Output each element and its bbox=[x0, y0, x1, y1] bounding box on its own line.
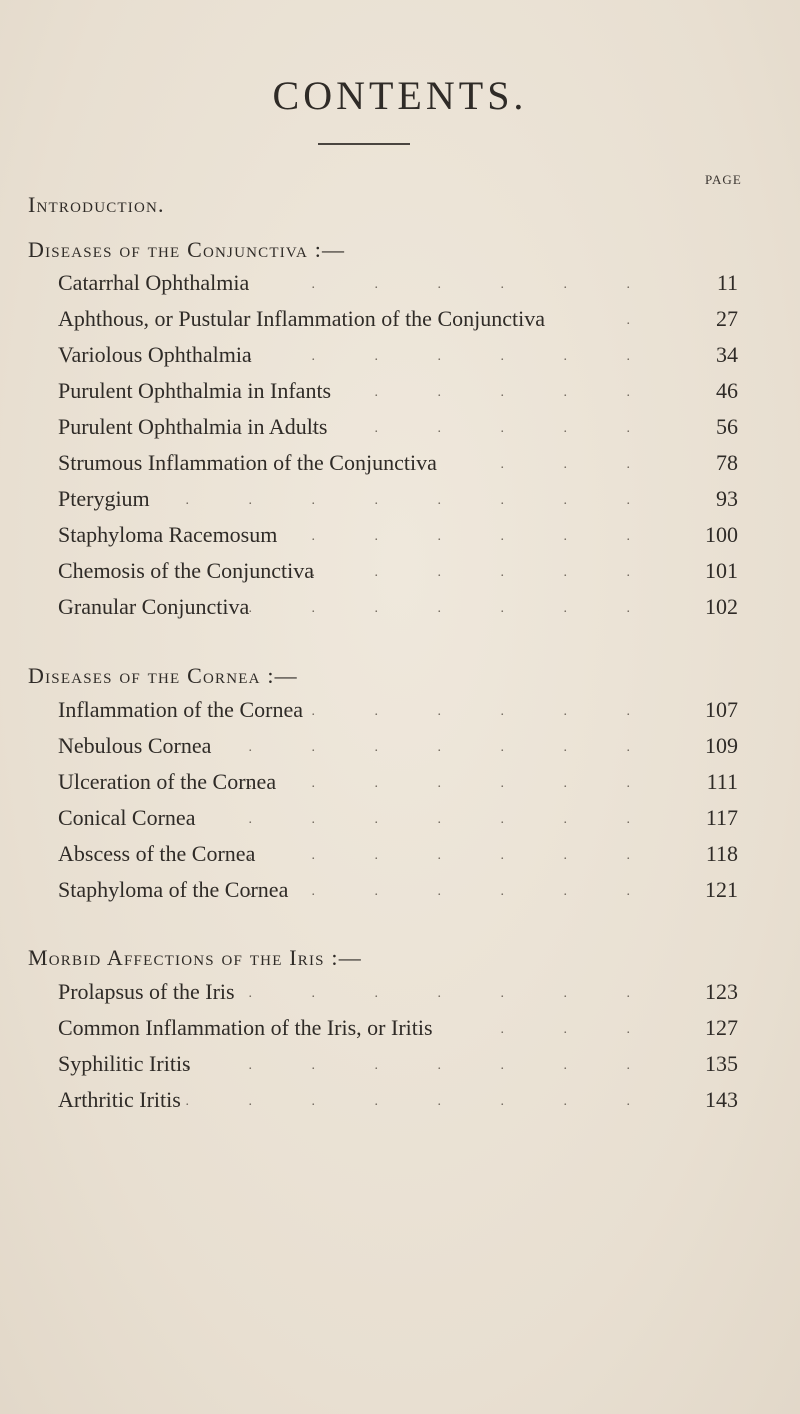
entry-title: Purulent Ophthalmia in Adults bbox=[58, 414, 328, 439]
entry-page: 78 bbox=[716, 450, 738, 475]
entry-title: Staphyloma of the Cornea bbox=[58, 877, 289, 902]
toc-entry[interactable] bbox=[58, 979, 738, 1009]
entry-page: 11 bbox=[716, 270, 738, 295]
entry-leaders: . . . . . . . bbox=[248, 884, 658, 899]
toc-entry[interactable] bbox=[58, 1051, 738, 1081]
entry-leaders: . . . . . . . bbox=[248, 848, 658, 863]
entry-page: 121 bbox=[705, 877, 738, 902]
entry-title: Pterygium bbox=[58, 486, 150, 511]
entry-leaders: . . . bbox=[500, 457, 658, 472]
entry-leaders: . . . . . . bbox=[311, 421, 658, 436]
toc-entry[interactable] bbox=[58, 841, 738, 871]
entry-page: 46 bbox=[716, 378, 738, 403]
toc-entry[interactable] bbox=[58, 697, 738, 727]
entry-title: Chemosis of the Conjunctiva bbox=[58, 558, 315, 583]
entry-page: 107 bbox=[705, 697, 738, 722]
toc-entry[interactable] bbox=[58, 733, 738, 763]
entry-leaders: . . . . . . . . bbox=[185, 812, 658, 827]
entry-title: Variolous Ophthalmia bbox=[58, 342, 252, 367]
section-heading-cornea: Diseases of the Cornea :— bbox=[28, 663, 298, 688]
entry-page: 101 bbox=[705, 558, 738, 583]
entry-leaders: . . . . . . . . bbox=[185, 1094, 658, 1109]
entry-title: Strumous Inflammation of the Conjunctiva bbox=[58, 450, 437, 475]
entry-leaders: . . . . . . bbox=[311, 529, 658, 544]
entry-page: 109 bbox=[705, 733, 738, 758]
toc-entry[interactable] bbox=[58, 1087, 738, 1117]
entry-title: Catarrhal Ophthalmia bbox=[58, 270, 250, 295]
entry-page: 102 bbox=[705, 594, 738, 619]
entry-leaders: . . . . . . . bbox=[248, 601, 658, 616]
section-heading-iris: Morbid Affections of the Iris :— bbox=[28, 945, 362, 970]
toc-entry[interactable] bbox=[58, 522, 738, 552]
entry-leaders: . bbox=[626, 313, 658, 328]
toc-entry[interactable] bbox=[58, 306, 738, 336]
entry-page: 143 bbox=[705, 1087, 738, 1112]
toc-entry[interactable] bbox=[58, 877, 738, 907]
toc-entry[interactable] bbox=[58, 769, 738, 799]
entry-title: Abscess of the Cornea bbox=[58, 841, 256, 866]
page-column-label: PAGE bbox=[705, 172, 742, 187]
page-title: CONTENTS. bbox=[272, 73, 528, 118]
entry-page: 135 bbox=[705, 1051, 738, 1076]
entry-title: Ulceration of the Cornea bbox=[58, 769, 277, 794]
entry-title: Conical Cornea bbox=[58, 805, 196, 830]
entry-leaders: . . . . . . . bbox=[248, 776, 658, 791]
entry-page: 111 bbox=[706, 769, 738, 794]
entry-page: 93 bbox=[716, 486, 738, 511]
title-rule bbox=[318, 143, 410, 145]
entry-leaders: . . . . . . . . bbox=[185, 1058, 658, 1073]
entry-page: 27 bbox=[716, 306, 738, 331]
entry-page: 127 bbox=[705, 1015, 738, 1040]
entry-title: Arthritic Iritis bbox=[58, 1087, 181, 1112]
toc-entry[interactable] bbox=[58, 558, 738, 588]
toc-entry[interactable] bbox=[58, 270, 738, 300]
entry-title: Prolapsus of the Iris bbox=[58, 979, 235, 1004]
entry-leaders: . . . . . . . bbox=[248, 740, 658, 755]
introduction-heading: Introduction. bbox=[28, 192, 165, 217]
entry-title: Aphthous, or Pustular Inflammation of the Conjunctiva bbox=[58, 306, 545, 331]
entry-page: 34 bbox=[716, 342, 738, 367]
entry-page: 117 bbox=[705, 805, 738, 830]
entry-title: Nebulous Cornea bbox=[58, 733, 212, 758]
entry-leaders: . . . bbox=[500, 1022, 658, 1037]
entry-leaders: . . . . . . . bbox=[248, 349, 658, 364]
entry-title: Purulent Ophthalmia in Infants bbox=[58, 378, 332, 403]
entry-title: Syphilitic Iritis bbox=[58, 1051, 191, 1076]
toc-entry[interactable] bbox=[58, 414, 738, 444]
toc-entry[interactable] bbox=[58, 594, 738, 624]
entry-leaders: . . . . . bbox=[374, 385, 658, 400]
toc-entry[interactable] bbox=[58, 342, 738, 372]
entry-leaders: . . . . . . . . bbox=[185, 493, 658, 508]
entry-leaders: . . . . . . . bbox=[248, 986, 658, 1001]
toc-entry[interactable] bbox=[58, 486, 738, 516]
entry-title: Granular Conjunctiva bbox=[58, 594, 250, 619]
entry-page: 123 bbox=[705, 979, 738, 1004]
entry-title: Staphyloma Racemosum bbox=[58, 522, 278, 547]
section-heading-conjunctiva: Diseases of the Conjunctiva :— bbox=[28, 237, 346, 262]
entry-page: 100 bbox=[705, 522, 738, 547]
entry-leaders: . . . . . . bbox=[311, 704, 658, 719]
toc-entry[interactable] bbox=[58, 1015, 738, 1045]
entry-page: 56 bbox=[716, 414, 738, 439]
toc-entry[interactable] bbox=[58, 378, 738, 408]
toc-entry[interactable] bbox=[58, 805, 738, 835]
entry-title: Inflammation of the Cornea bbox=[58, 697, 303, 722]
entry-leaders: . . . . . . bbox=[311, 565, 658, 580]
entry-title: Common Inflammation of the Iris, or Iritis bbox=[58, 1015, 433, 1040]
toc-entry[interactable] bbox=[58, 450, 738, 480]
entry-leaders: . . . . . . bbox=[311, 277, 658, 292]
entry-page: 118 bbox=[705, 841, 738, 866]
